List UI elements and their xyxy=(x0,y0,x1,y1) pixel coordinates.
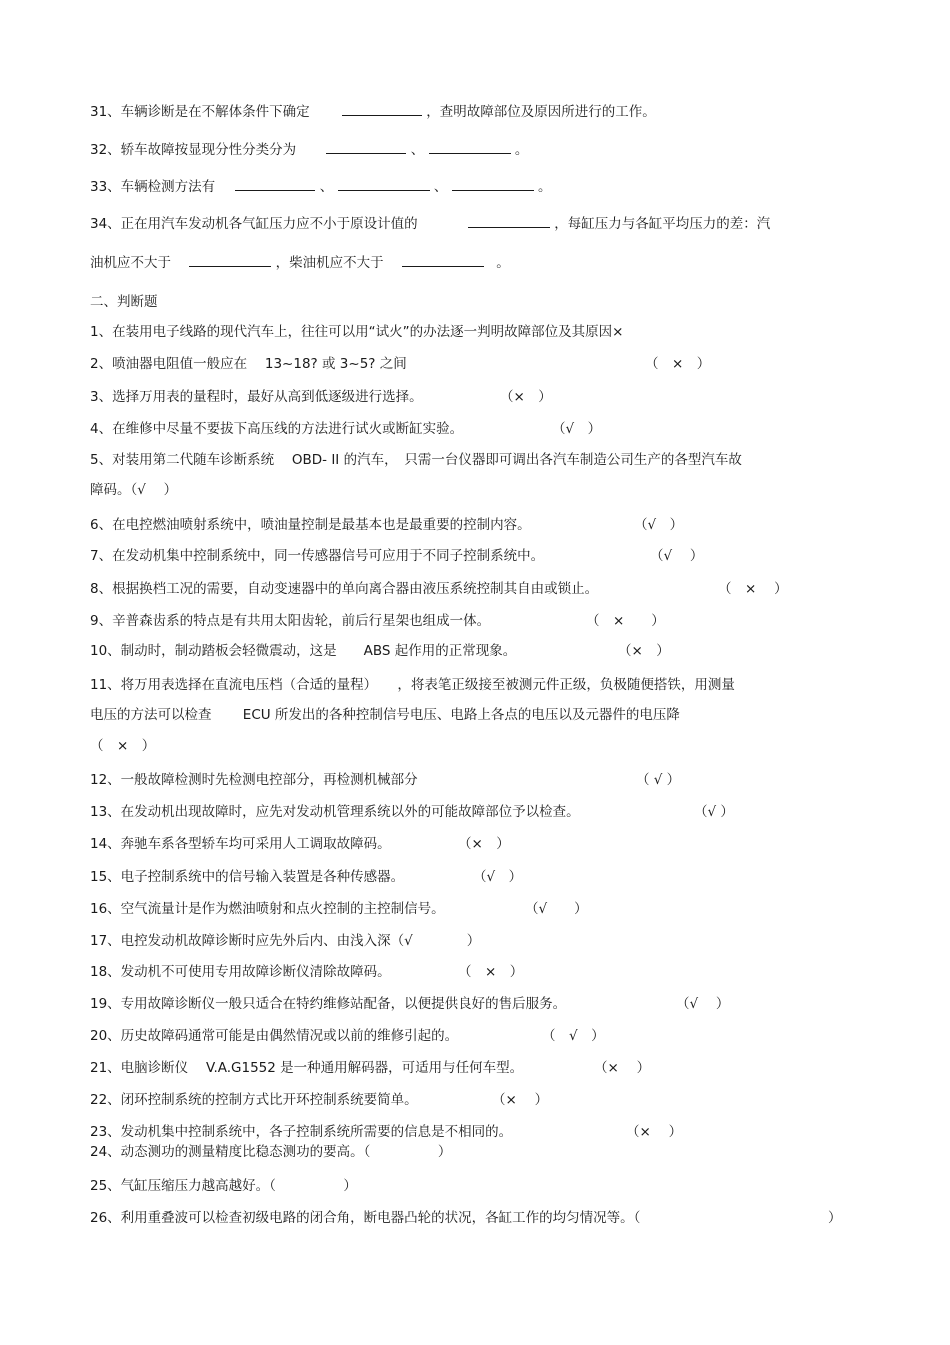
judge-mark: （× ） xyxy=(618,643,670,659)
separator: 、 xyxy=(433,179,448,195)
answer-blank[interactable] xyxy=(338,176,430,191)
answer-blank[interactable] xyxy=(342,101,422,116)
judge-mark: （√ ） xyxy=(525,901,588,917)
judge-item-19 xyxy=(90,995,566,1013)
question-34-text-c: 油机应不大于 xyxy=(90,255,171,271)
judge-item-18 xyxy=(90,963,391,981)
answer-blank[interactable] xyxy=(452,176,534,191)
judge-mark: （ √ ） xyxy=(636,772,681,788)
judge-item-1 xyxy=(90,323,623,341)
separator: 、 xyxy=(319,179,334,195)
judge-mark: （ × ） xyxy=(645,356,711,372)
judge-item-24 xyxy=(90,1143,451,1161)
judge-item-9 xyxy=(90,612,490,630)
judge-text: 11、将万用表选择在直流电压档（合适的量程） ，将表笔正级接至被测元件正级，负极随便搭铁，用测量 xyxy=(90,677,735,693)
judge-item-20 xyxy=(90,1027,458,1045)
judge-text: 22、闭环控制系统的控制方式比开环控制系统要简单。 xyxy=(90,1092,418,1108)
judge-item-25 xyxy=(90,1177,357,1195)
judge-item-4 xyxy=(90,420,463,438)
judge-text: 21、电脑诊断仪 V.A.G1552 是一种通用解码器，可适用与任何车型。 xyxy=(90,1060,524,1076)
judge-item-23 xyxy=(90,1123,512,1141)
judge-mark: （√ ） xyxy=(552,421,602,437)
question-32-end: 。 xyxy=(514,142,529,158)
judge-mark: （ × ） xyxy=(586,613,665,629)
judge-mark: （× ） xyxy=(458,836,510,852)
judge-text: 10、制动时，制动踏板会轻微震动，这是 ABS 起作用的正常现象。 xyxy=(90,643,517,659)
judge-mark: （√ ） xyxy=(676,996,730,1012)
judge-mark: （× ） xyxy=(626,1124,683,1140)
judge-text: 5、对装用第二代随车诊断系统 OBD- II 的汽车， 只需一台仪器即可调出各汽车制造公司生产的各型汽车故 xyxy=(90,452,742,468)
judge-item-5 xyxy=(90,451,742,469)
judge-text: 19、专用故障诊断仪一般只适合在特约维修站配备，以便提供良好的售后服务。 xyxy=(90,996,567,1012)
judge-item-14 xyxy=(90,835,391,853)
judge-item-7 xyxy=(90,547,544,565)
judge-mark: （× ） xyxy=(500,389,552,405)
judge-mark: （ √ ） xyxy=(542,1028,605,1044)
judge-item-13 xyxy=(90,803,580,821)
judge-text: 12、一般故障检测时先检测电控部分，再检测机械部分 xyxy=(90,772,418,788)
judge-item-17 xyxy=(90,932,480,950)
judge-text: 25、气缸压缩压力越高越好。（ ） xyxy=(90,1178,357,1194)
judge-text: 7、在发动机集中控制系统中，同一传感器信号可应用于不同子控制系统中。 xyxy=(90,548,545,564)
judge-item-6 xyxy=(90,516,531,534)
judge-mark: （√ ） xyxy=(650,548,704,564)
judge-text: 23、发动机集中控制系统中，各子控制系统所需要的信息是不相同的。 xyxy=(90,1124,513,1140)
judge-mark: （ × ） xyxy=(458,964,524,980)
judge-item-2 xyxy=(90,355,407,373)
judge-text: 8、根据换档工况的需要，自动变速器中的单向离合器由液压系统控制其自由或锁止。 xyxy=(90,581,599,597)
judge-item-3 xyxy=(90,388,423,406)
question-32-text: 32、轿车故障按显现分性分类分为 xyxy=(90,142,297,158)
judge-item-22 xyxy=(90,1091,418,1109)
judge-item-15 xyxy=(90,868,404,886)
judge-item-5-cont xyxy=(90,481,177,499)
question-33-text: 33、车辆检测方法有 xyxy=(90,179,216,195)
question-31 xyxy=(90,101,656,121)
judge-item-16 xyxy=(90,900,445,918)
judge-item-11-mark xyxy=(90,737,155,755)
judge-text: 障码。（√ ） xyxy=(90,482,178,498)
judge-mark: ） xyxy=(828,1210,842,1226)
judge-item-21 xyxy=(90,1059,523,1077)
judge-text: 4、在维修中尽量不要拔下高压线的方法进行试火或断缸实验。 xyxy=(90,421,464,437)
question-31-text-end: ，查明故障部位及原因所进行的工作。 xyxy=(426,104,656,120)
question-33-end: 。 xyxy=(537,179,552,195)
judge-mark: （× ） xyxy=(594,1060,651,1076)
section-title: 二、判断题 xyxy=(90,294,158,310)
judge-text: 14、奔驰车系各型轿车均可采用人工调取故障码。 xyxy=(90,836,391,852)
question-34-text: 34、正在用汽车发动机各气缸压力应不小于原设计值的 xyxy=(90,216,418,232)
question-34 xyxy=(90,213,770,233)
answer-blank[interactable] xyxy=(235,176,315,191)
judge-text: 3、选择万用表的量程时，最好从高到低逐级进行选择。 xyxy=(90,389,423,405)
judge-text: 24、动态测功的测量精度比稳态测功的要高。（ ） xyxy=(90,1144,452,1160)
judge-text: 18、发动机不可使用专用故障诊断仪清除故障码。 xyxy=(90,964,391,980)
answer-blank[interactable] xyxy=(402,252,484,267)
judge-text: 电压的方法可以检查 ECU 所发出的各种控制信号电压、电路上各点的电压以及元器件的电压降 xyxy=(90,707,680,723)
judge-text: 13、在发动机出现故障时，应先对发动机管理系统以外的可能故障部位予以检查。 xyxy=(90,804,580,820)
judge-mark: （√ ） xyxy=(473,869,523,885)
separator: 、 xyxy=(410,142,425,158)
question-31-text: 31、车辆诊断是在不解体条件下确定 xyxy=(90,104,310,120)
question-33 xyxy=(90,176,551,196)
judge-item-12 xyxy=(90,771,418,789)
answer-blank[interactable] xyxy=(429,139,511,154)
answer-blank[interactable] xyxy=(326,139,406,154)
question-34-cont xyxy=(90,252,510,272)
judge-mark: （ × ） xyxy=(718,581,788,597)
judge-item-11 xyxy=(90,676,735,694)
judge-mark: （√ ） xyxy=(634,517,684,533)
judge-item-26 xyxy=(90,1209,640,1227)
question-34-end: 。 xyxy=(496,255,510,271)
judge-text: 20、历史故障码通常可能是由偶然情况或以前的维修引起的。 xyxy=(90,1028,459,1044)
judge-item-11-cont xyxy=(90,706,680,724)
judge-text: 2、喷油器电阻值一般应在 13~18? 或 3~5? 之间 xyxy=(90,356,407,372)
judge-item-8 xyxy=(90,580,598,598)
judge-mark: （× ） xyxy=(492,1092,549,1108)
judge-text: 6、在电控燃油喷射系统中，喷油量控制是最基本也是最重要的控制内容。 xyxy=(90,517,531,533)
answer-blank[interactable] xyxy=(189,252,271,267)
judge-mark: （√ ） xyxy=(694,804,734,820)
judge-text: 17、电控发动机故障诊断时应先外后内、由浅入深（√ ） xyxy=(90,933,481,949)
question-32 xyxy=(90,139,528,159)
judge-item-10 xyxy=(90,642,516,660)
judge-text: 9、辛普森齿系的特点是有共用太阳齿轮，前后行星架也组成一体。 xyxy=(90,613,491,629)
judge-text: 1、在装用电子线路的现代汽车上，往往可以用“试火”的办法逐一判明故障部位及其原因× xyxy=(90,324,624,340)
answer-blank[interactable] xyxy=(468,213,550,228)
judge-text: （ × ） xyxy=(90,738,156,754)
judge-text: 26、利用重叠波可以检查初级电路的闭合角，断电器凸轮的状况，各缸工作的均匀情况等。（ xyxy=(90,1210,641,1226)
question-34-text-d: ，柴油机应不大于 xyxy=(275,255,384,271)
question-34-text-mid: ，每缸压力与各缸平均压力的差：汽 xyxy=(554,216,771,232)
judge-text: 16、空气流量计是作为燃油喷射和点火控制的主控制信号。 xyxy=(90,901,445,917)
judge-text: 15、电子控制系统中的信号输入装置是各种传感器。 xyxy=(90,869,405,885)
